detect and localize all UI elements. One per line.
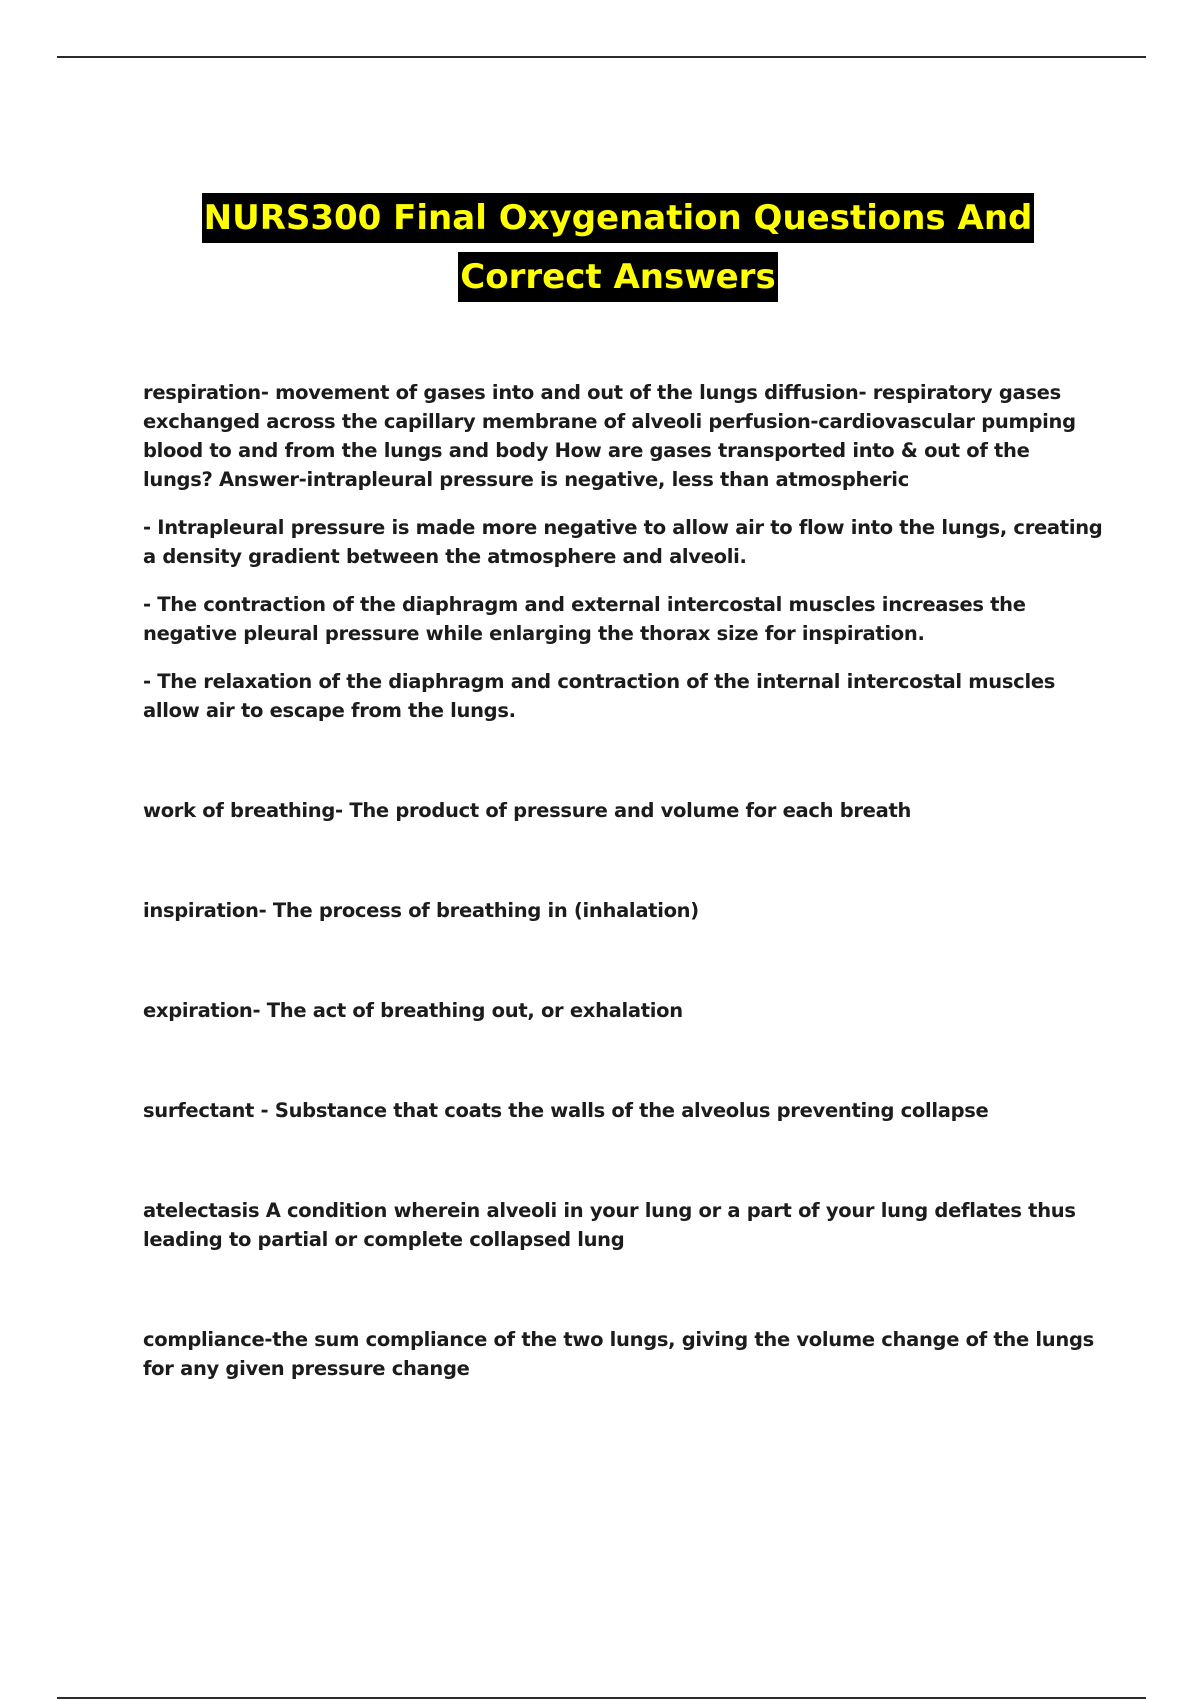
paragraph-diaphragm-relaxation: - The relaxation of the diaphragm and contraction of the internal intercostal muscles allow air to escape from the lungs.: [143, 670, 1056, 722]
document-title: [0, 193, 1200, 302]
title-line-2: Correct Answers: [458, 252, 777, 302]
document-body: [143, 378, 1103, 1383]
paragraph-inspiration: inspiration- The process of breathing in (inhalation): [143, 899, 699, 922]
paragraph-respiration: respiration- movement of gases into and out of the lungs diffusion- respiratory gases exchanged across the capillary membrane of alveoli perfusion-cardiovascular pumping blood to and from the lungs and body How are gases transported into & out of the lungs? Answer-intrapleural pressure is negative, less than atmospheric: [143, 381, 1076, 491]
paragraph-intrapleural-pressure: - Intrapleural pressure is made more negative to allow air to flow into the lungs, creating a density gradient between the atmosphere and alveoli.: [143, 516, 1103, 568]
paragraph-diaphragm-contraction: - The contraction of the diaphragm and external intercostal muscles increases the negative pleural pressure while enlarging the thorax size for inspiration.: [143, 593, 1026, 645]
paragraph-compliance: compliance-the sum compliance of the two lungs, giving the volume change of the lungs for any given pressure change: [143, 1328, 1094, 1380]
bottom-rule: [57, 1697, 1146, 1699]
paragraph-atelectasis: atelectasis A condition wherein alveoli in your lung or a part of your lung deflates thus leading to partial or complete collapsed lung: [143, 1199, 1076, 1251]
paragraph-surfactant: surfectant - Substance that coats the walls of the alveolus preventing collapse: [143, 1099, 989, 1122]
paragraph-expiration: expiration- The act of breathing out, or exhalation: [143, 999, 683, 1022]
paragraph-work-of-breathing: work of breathing- The product of pressure and volume for each breath: [143, 799, 912, 822]
title-line-1: NURS300 Final Oxygenation Questions And: [202, 193, 1035, 243]
top-rule: [57, 56, 1146, 58]
